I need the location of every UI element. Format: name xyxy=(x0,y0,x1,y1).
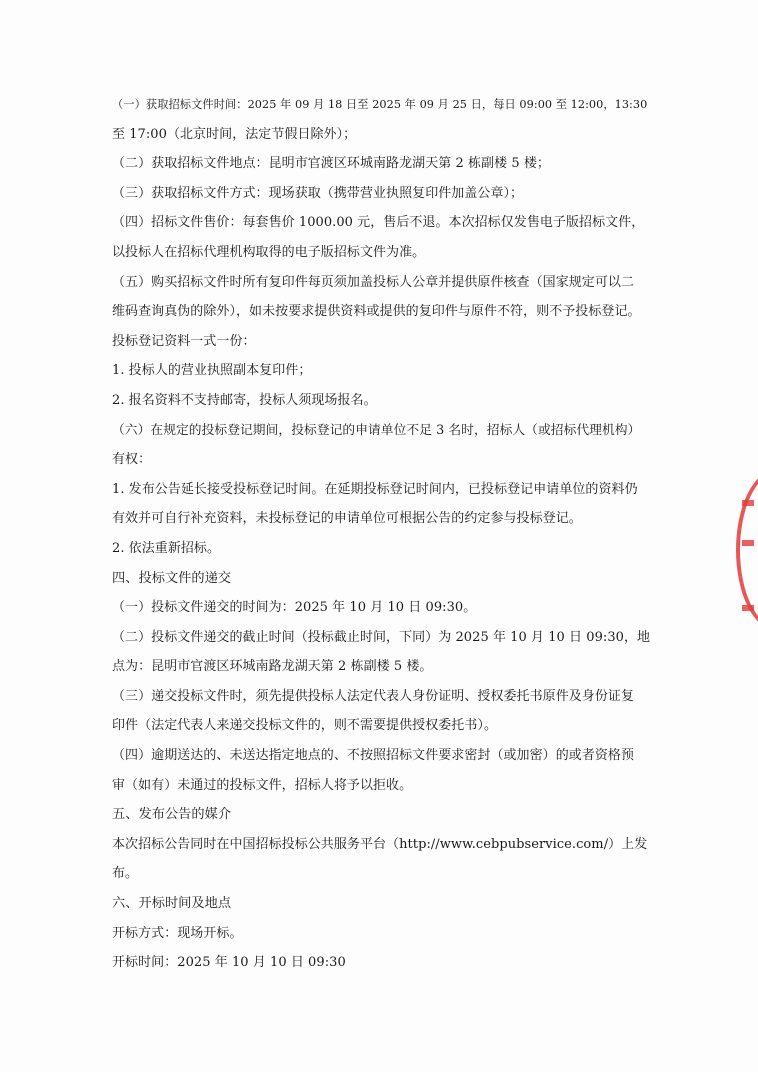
seal-mark-1 xyxy=(742,500,754,506)
text-line-6: 以投标人在招标代理机构取得的电子版招标文件为准。 xyxy=(112,244,426,260)
text-line-4: （三）获取招标文件方式：现场获取（携带营业执照复印件加盖公章）； xyxy=(112,185,524,201)
text-line-21: （三）递交投标文件时，须先提供投标人法定代表人身份证明、授权委托书原件及身份证复 xyxy=(112,688,635,704)
text-line-30: 开标时间：2025 年 10 月 10 日 09:30 xyxy=(112,955,346,971)
text-line-19: （二）投标文件递交的截止时间（投标截止时间，下同）为 2025 年 10 月 10 日 09:30，地 xyxy=(112,629,651,645)
text-line-12: （六）在规定的投标登记期间，投标登记的申请单位不足 3 名时，招标人（或招标代理机构） xyxy=(112,422,641,438)
text-line-26: 本次招标公告同时在中国招标投标公共服务平台（http://www.cebpubservice.com/）上发 xyxy=(112,836,648,852)
text-line-2: 至 17:00（北京时间，法定节假日除外）； xyxy=(112,126,357,142)
text-line-20: 点为：昆明市官渡区环城南路龙湖天第 2 栋副楼 5 楼。 xyxy=(112,659,433,675)
text-line-7: （五）购买招标文件时所有复印件每页须加盖投标人公章并提供原件核查（国家规定可以二 xyxy=(112,274,635,290)
text-line-23: （四）逾期送达的、未送达指定地点的、不按照招标文件要求密封（或加密）的或者资格预 xyxy=(112,748,635,764)
text-line-8: 维码查询真伪的除外），如未按要求提供资料或提供的复印件与原件不符，则不予投标登记。 xyxy=(112,304,641,320)
text-line-9: 投标登记资料一式一份： xyxy=(112,333,256,349)
seal-mark-2 xyxy=(742,540,754,546)
text-line-3: （二）获取招标文件地点：昆明市官渡区环城南路龙湖天第 2 栋副楼 5 楼； xyxy=(112,156,550,172)
text-line-10: 1. 投标人的营业执照副本复印件； xyxy=(112,363,312,379)
text-line-13: 有权： xyxy=(112,452,152,468)
text-line-27: 布。 xyxy=(112,866,139,882)
text-line-15: 有效并可自行补充资料，未投标登记的申请单位可根据公告的约定参与投标登记。 xyxy=(112,511,582,527)
text-line-11: 2. 报名资料不支持邮寄，投标人须现场报名。 xyxy=(112,392,377,408)
section-heading-4: 四、投标文件的递交 xyxy=(112,570,232,586)
text-line-5: （四）招标文件售价：每套售价 1000.00 元，售后不退。本次招标仅发售电子版招标文件， xyxy=(112,215,645,231)
document-body xyxy=(112,90,650,978)
text-line-24: 审（如有）未通过的投标文件，招标人将予以拒收。 xyxy=(112,777,413,793)
text-line-1: （一）获取招标文件时间：2025 年 09 月 18 日至 2025 年 09 月 25 日，每日 09:00 至 12:00，13:30 xyxy=(112,98,648,111)
seal-stamp-edge xyxy=(736,470,758,630)
section-heading-6: 六、开标时间及地点 xyxy=(112,896,232,912)
text-line-16: 2. 依法重新招标。 xyxy=(112,540,221,556)
text-line-29: 开标方式：现场开标。 xyxy=(112,925,243,941)
text-line-14: 1. 发布公告延长接受投标登记时间。在延期投标登记时间内，已投标登记申请单位的资料仍 xyxy=(112,481,638,497)
section-heading-5: 五、发布公告的媒介 xyxy=(112,807,232,823)
text-line-18: （一）投标文件递交的时间为：2025 年 10 月 10 日 09:30。 xyxy=(112,600,477,616)
seal-mark-3 xyxy=(742,605,754,611)
text-line-22: 印件（法定代表人来递交投标文件的，则不需要提供授权委托书）。 xyxy=(112,718,498,734)
